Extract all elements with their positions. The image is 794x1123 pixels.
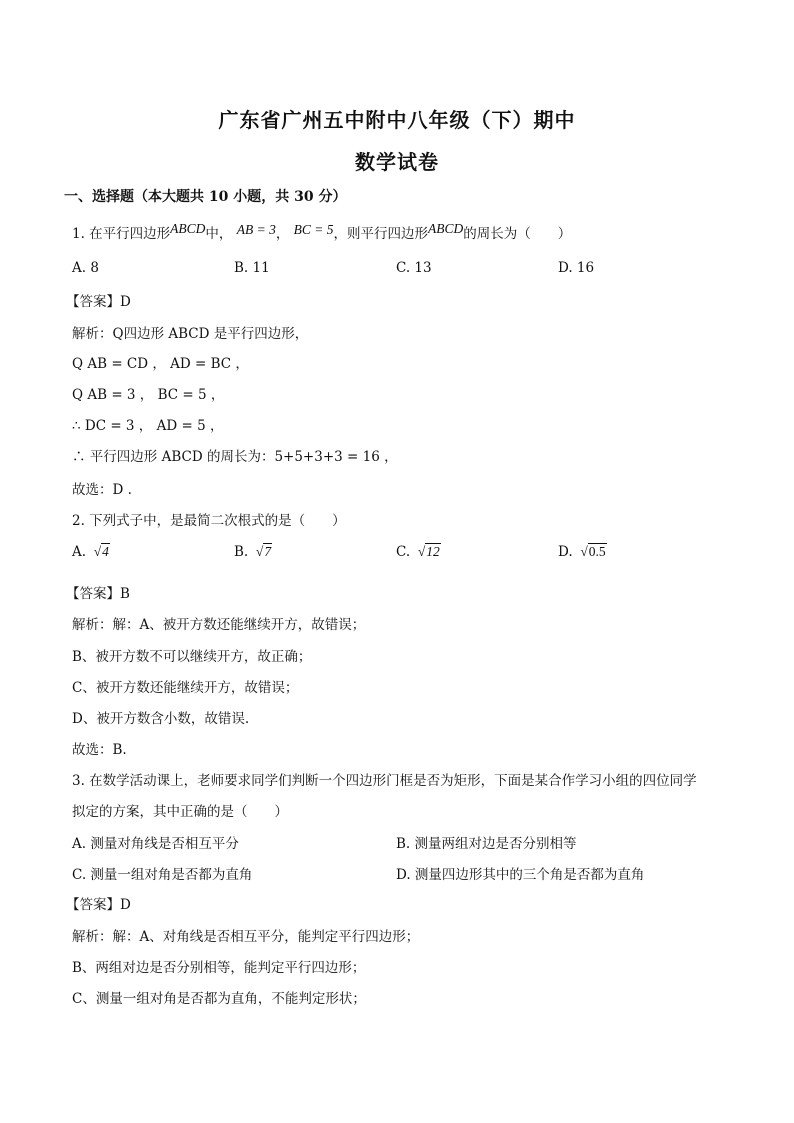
question-1-stem	[72, 222, 571, 242]
sqrt-symbol: √7	[252, 544, 272, 559]
q1-stem-mid1: 中，	[205, 226, 233, 242]
q2-analysis-line: 解析：解：A、被开方数还能继续开方，故错误；	[72, 617, 366, 633]
q2-option-d	[558, 544, 607, 560]
q2-option-c-letter: C.	[396, 544, 411, 560]
q1-option-d: D. 16	[558, 260, 595, 276]
sqrt-symbol: √0.5	[576, 544, 606, 559]
q1-analysis-line: 故选：D .	[72, 482, 132, 498]
q3-option-b: B. 测量两组对边是否分别相等	[396, 836, 577, 852]
q2-option-a	[72, 544, 110, 560]
q1-stem-bc: BC = 5	[293, 222, 334, 237]
q1-stem-ab: AB = 3	[236, 222, 276, 237]
question-3-stem-cont: 拟定的方案，其中正确的是（ ）	[72, 804, 288, 820]
q2-option-a-radicand: 4	[102, 544, 109, 559]
q2-option-b-radicand: 7	[264, 544, 272, 559]
q1-stem-abcd2: ABCD	[428, 221, 464, 236]
q1-stem-prefix: 1. 在平行四边形	[72, 226, 171, 242]
q1-option-a: A. 8	[72, 260, 99, 276]
q3-option-c: C. 测量一组对角是否都为直角	[72, 867, 253, 883]
q2-option-d-radicand: 0.5	[588, 544, 606, 559]
q2-analysis-line: B、被开方数不可以继续开方，故正确；	[72, 649, 312, 665]
q1-stem-comma: ，	[275, 226, 290, 242]
q3-analysis-line: C、测量一组对角是否都为直角，不能判定形状；	[72, 991, 366, 1007]
q1-analysis-line: 解析：Q四边形 ABCD 是平行四边形，	[72, 326, 309, 342]
q1-analysis-line: Q AB = 3 ， BC = 5 ，	[72, 387, 225, 403]
sqrt-symbol: √4	[90, 544, 109, 559]
q1-option-c: C. 13	[396, 260, 432, 276]
q3-analysis-line: 解析：解：A、对角线是否相互平分，能判定平行四边形；	[72, 929, 420, 945]
sqrt-symbol: √12	[414, 544, 440, 559]
q3-option-d: D. 测量四边形其中的三个角是否都为直角	[396, 867, 645, 883]
q1-stem-suffix: 的周长为（ ）	[463, 226, 572, 242]
q2-analysis-line: D、被开方数含小数，故错误.	[72, 711, 250, 727]
question-3-stem: 3. 在数学活动课上，老师要求同学们判断一个四边形门框是否为矩形，下面是某合作学习小组的四位同学	[72, 773, 697, 789]
q3-option-a: A. 测量对角线是否相互平分	[72, 836, 239, 852]
q2-answer: 【答案】B	[66, 586, 130, 602]
exam-title: 广东省广州五中附中八年级（下）期中	[218, 108, 576, 132]
q2-analysis-line: C、被开方数还能继续开方，故错误；	[72, 680, 299, 696]
q2-option-b-letter: B.	[234, 544, 249, 560]
q3-answer: 【答案】D	[66, 897, 131, 913]
section-heading: 一、选择题（本大题共 10 小题，共 30 分）	[64, 189, 347, 205]
q1-option-b: B. 11	[234, 260, 270, 276]
q2-analysis-line: 故选：B.	[72, 742, 127, 758]
q2-option-c	[396, 544, 441, 560]
question-2-stem: 2. 下列式子中，是最简二次根式的是（ ）	[72, 513, 346, 529]
q1-answer: 【答案】D	[66, 294, 131, 310]
q2-option-b	[234, 544, 272, 560]
q1-analysis-line: ∴ DC = 3 ， AD = 5 ，	[72, 418, 224, 434]
q1-stem-mid2: ，则平行四边形	[333, 226, 428, 242]
q2-option-a-letter: A.	[72, 544, 87, 560]
q2-option-c-radicand: 12	[426, 544, 440, 559]
q2-option-d-letter: D.	[558, 544, 573, 560]
q3-analysis-line: B、两组对边是否分别相等，能判定平行四边形；	[72, 960, 366, 976]
q1-analysis-line: ∴ 平行四边形 ABCD 的周长为：5+5+3+3 = 16 ，	[72, 449, 398, 465]
exam-subtitle: 数学试卷	[355, 150, 439, 174]
q1-stem-abcd: ABCD	[170, 221, 206, 236]
q1-analysis-line: Q AB = CD ， AD = BC ，	[72, 356, 249, 372]
